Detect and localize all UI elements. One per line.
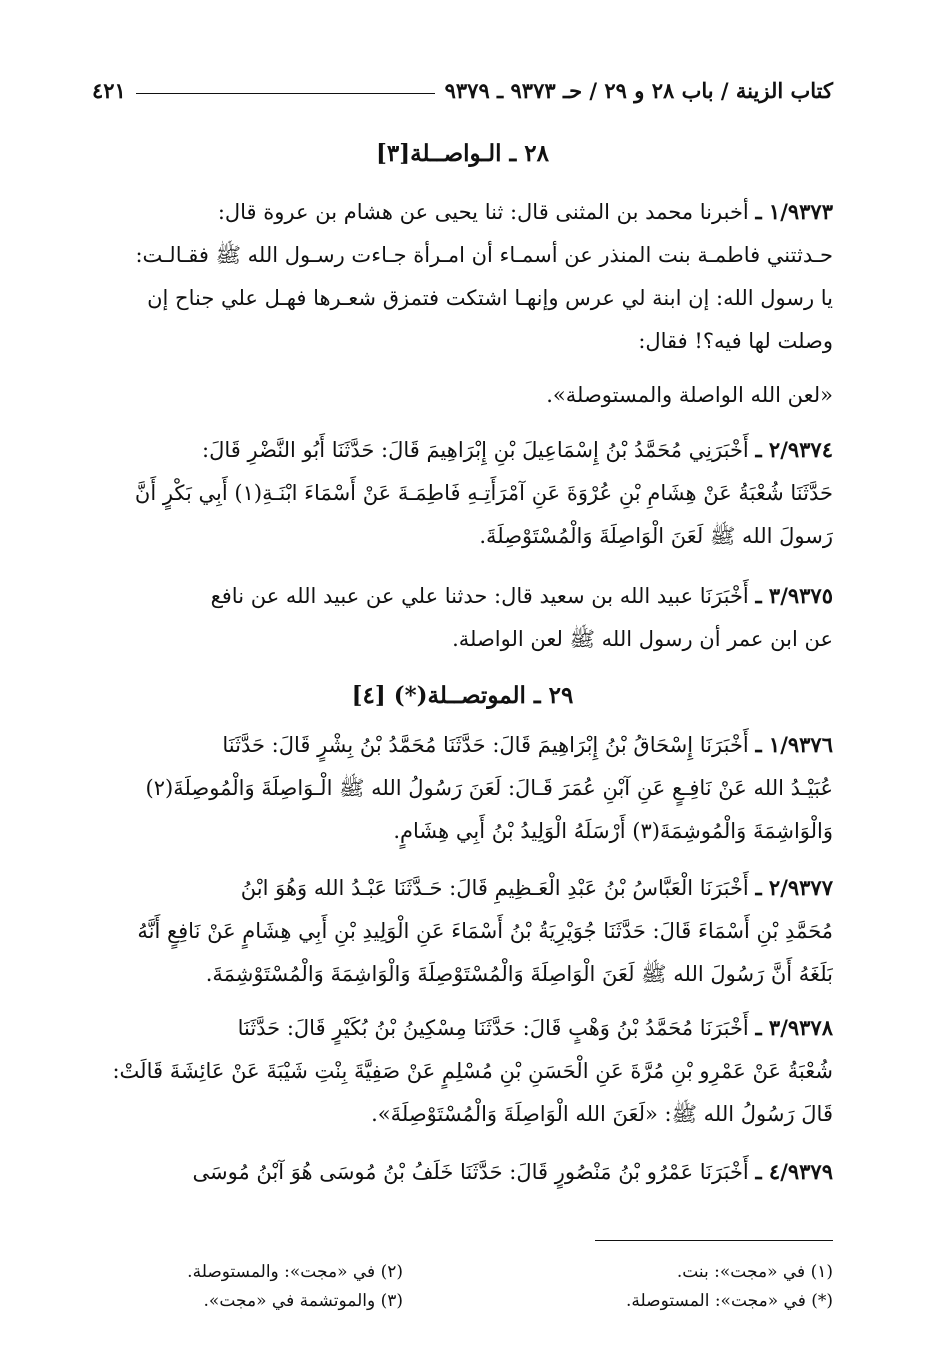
entry-line: بَلَغَهُ أَنَّ رَسُولَ الله ﷺ لَعَنَ الْوَاصِلَةَ وَالْمُسْتَوْصِلَةَ وَالْوَاشِمَةَ وَالْمُسْتَوْشِمَةَ. (205, 962, 833, 986)
page-number: ٤٢١ (92, 78, 126, 103)
entry-line: ١/٩٣٧٣ ـ أخبرنا محمد بن المثنى قال: ثنا يحيى عن هشام بن عروة قال: (217, 199, 833, 224)
hadith-entry-9377 (92, 866, 833, 996)
footnote: (٣) والموتشمة في «مجت». (203, 1291, 403, 1311)
entry-line: حـدثتني فاطمـة بنت المنذر عن أسمـاء أن امـرأة جـاءت رسـول الله ﷺ فقـالـت: (135, 243, 833, 267)
entry-line: وصلت لها فيه؟! فقال: (638, 329, 833, 353)
entry-line: ٣/٩٣٧٥ ـ أَخْبَرَنَا عبيد الله بن سعيد قال: حدثنا علي عن عبيد الله عن نافع (210, 583, 833, 608)
running-head-rule (136, 93, 435, 94)
hadith-quote-9373: «لعن الله الواصلة والمستوصلة». (546, 383, 833, 407)
footnotes-right-column (503, 1258, 833, 1316)
footnotes-left-column (73, 1258, 403, 1316)
hadith-entry-9378 (92, 1006, 833, 1136)
running-head (92, 78, 833, 103)
entry-line: عُبَيْـدُ الله عَنْ نَافِـعٍ عَنِ آبْنِ عُمَرَ قَـالَ: لَعَنَ رَسُولُ الله ﷺ الْـوَاصِلَةَ وَالْمُوصِلَةَ(٢) (145, 776, 833, 800)
entry-line: شُعْبَةُ عَنْ عَمْرِو بْنِ مُرَّةَ عَنِ الْحَسَنِ بْنِ مُسْلِمٍ عَنْ صَفِيَّةَ بِنْتِ شَيْبَةَ عَنْ عَائِشَةَ قَالَتْ: (112, 1059, 833, 1083)
entry-line: قَالَ رَسُولُ الله ﷺ: «لَعَنَ الله الْوَاصِلَةَ وَالْمُسْتَوْصِلَةَ». (371, 1102, 833, 1126)
running-head-title: كتاب الزينة / باب ٢٨ و ٢٩ / حـ ٩٣٧٣ ـ ٩٣٧٩ (444, 78, 833, 103)
entry-number: ٢/٩٣٧٤ ـ (755, 437, 833, 462)
entry-number: ١/٩٣٧٣ ـ (755, 199, 833, 224)
hadith-entry-9373 (92, 190, 833, 363)
entry-number: ٣/٩٣٧٥ ـ (755, 583, 833, 608)
section-heading-28: ٢٨ ـ الـواصــلة[٣] (376, 140, 549, 167)
entry-line: يا رسول الله: إن ابنة لي عرس وإنهـا اشتكت فتمزق شعـرها فهـل علي جناح إن (147, 286, 833, 310)
entry-line: عن ابن عمر أن رسول الله ﷺ لعن الواصلة. (452, 627, 833, 651)
entry-line: ٢/٩٣٧٧ ـ أَخْبَرَنَا الْعَبَّاسُ بْنُ عَبْدِ الْعَـظِيمِ قَالَ: حَـدَّثَنَا عَبْـدُ الله وَهُوَ ابْنُ (240, 875, 833, 900)
footnote: (٢) في «مجت»: والمستوصلة. (187, 1262, 403, 1282)
entry-line: ٢/٩٣٧٤ ـ أَخْبَرَنِي مُحَمَّدُ بْنُ إِسْمَاعِيلَ بْنِ إِبْرَاهِيمَ قَالَ: حَدَّثَنَا أَبُو النَّضْرِ قَالَ: (202, 437, 833, 462)
entry-number: ٣/٩٣٧٨ ـ (755, 1015, 833, 1040)
entry-line: مُحَمَّدِ بْنِ أَسْمَاءَ قَالَ: حَدَّثَنَا جُوَيْرِيَةُ بْنُ أَسْمَاءَ عَنِ الْوَلِيدِ بْنِ أَبِي هِشَامٍ عَنْ نَافِعٍ أَنَّهُ (137, 919, 833, 943)
footnote: (١) في «مجت»: بنت. (676, 1262, 833, 1282)
entry-line: حَدَّثَنَا شُعْبَةُ عَنْ هِشَامِ بْنِ عُرْوَةَ عَنِ آمْرَأَتِـهِ فَاطِمَـةَ عَنْ أَسْمَاءَ ابْنَـةِ(١) أَبِي بَكْرٍ أَنَّ (134, 481, 833, 505)
entry-line: رَسولَ الله ﷺ لَعَنَ الْوَاصِلَةَ وَالْمُسْتَوْصِلَةَ. (479, 524, 833, 548)
entry-number: ١/٩٣٧٦ ـ (755, 732, 833, 757)
hadith-entry-9374 (92, 428, 833, 558)
entry-number: ٢/٩٣٧٧ ـ (755, 875, 833, 900)
hadith-entry-9375 (92, 574, 833, 661)
entry-line: ٤/٩٣٧٩ ـ أَخْبَرَنَا عَمْرُو بْنُ مَنْصُورٍ قَالَ: حَدَّثَنَا خَلَفُ بْنُ مُوسَى هُوَ آبْنُ مُوسَى (192, 1159, 833, 1184)
entry-line: وَالْوَاشِمَةَ وَالْمُوشِمَةَ(٣) أَرْسَلَهُ الْوَلِيدُ بْنُ أَبِي هِشَامٍ. (393, 819, 833, 843)
footnote: (*) في «مجت»: المستوصلة. (626, 1291, 833, 1311)
entry-line: ١/٩٣٧٦ ـ أَخْبَرَنَا إِسْحَاقُ بْنُ إِبْرَاهِيمَ قَالَ: حَدَّثَنَا مُحَمَّدُ بْنُ بِشْرٍ قَالَ: حَدَّثَنَا (222, 732, 833, 757)
section-heading-29: ٢٩ ـ الموتصــلة(*) [٤] (351, 682, 574, 709)
entry-number: ٤/٩٣٧٩ ـ (755, 1159, 833, 1184)
hadith-entry-9379 (92, 1150, 833, 1194)
hadith-entry-9376 (92, 723, 833, 853)
entry-line: ٣/٩٣٧٨ ـ أَخْبَرَنَا مُحَمَّدُ بْنُ وَهْبٍ قَالَ: حَدَّثَنَا مِسْكِينُ بْنُ بُكَيْرٍ قَالَ: حَدَّثَنَا (237, 1015, 833, 1040)
footnote-rule (595, 1240, 833, 1241)
